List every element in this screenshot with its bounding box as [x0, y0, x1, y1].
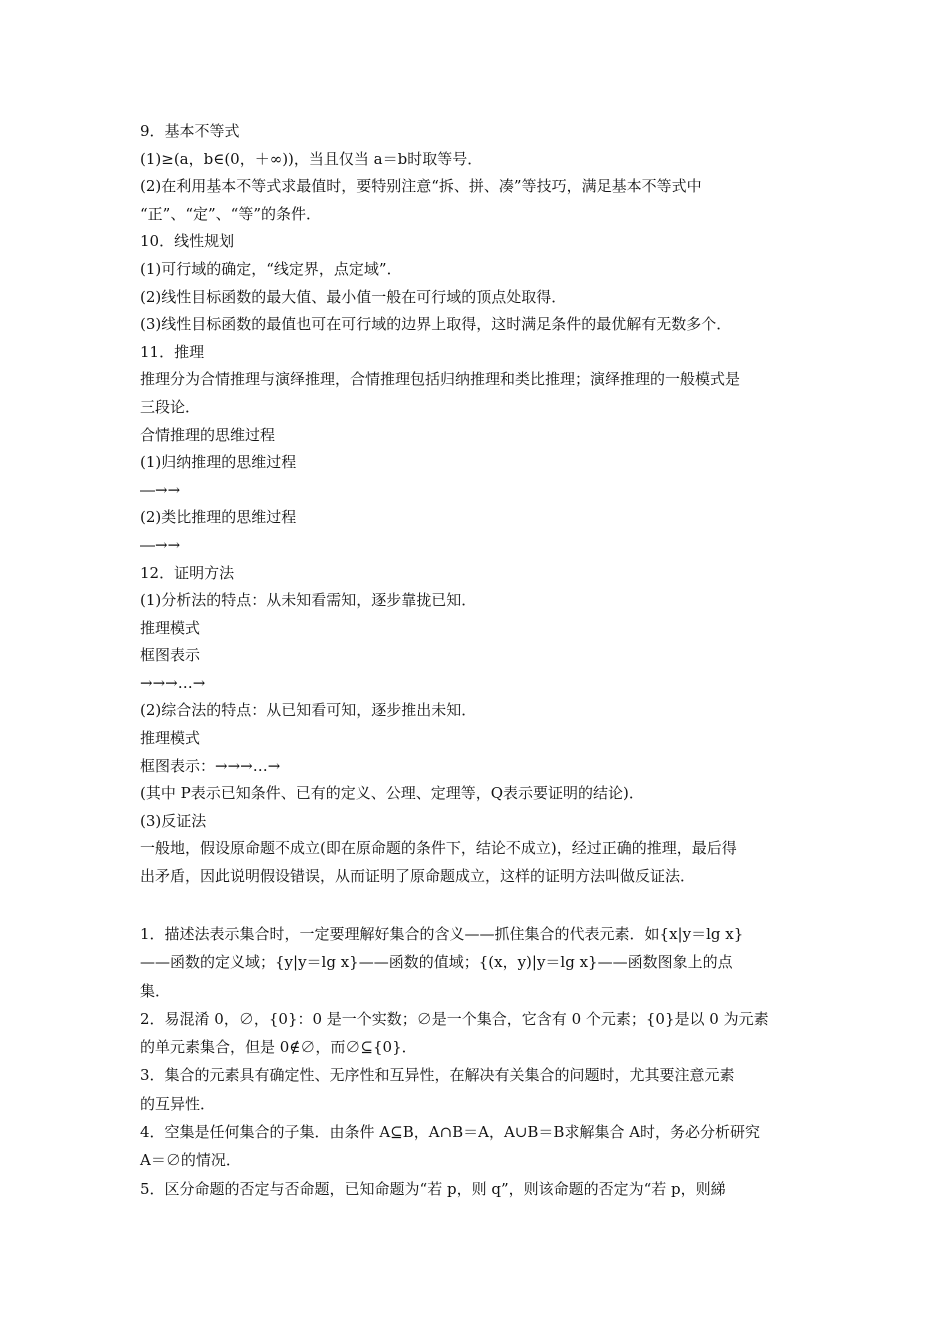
text-line: 的互异性． [140, 1094, 216, 1113]
text-line: (1)归纳推理的思维过程 [140, 453, 297, 472]
text-line: (2)线性目标函数的最大值、最小值一般在可行域的顶点处取得． [140, 287, 567, 306]
text-line: (2)在利用基本不等式求最值时，要特别注意“拆、拼、凑”等技巧，满足基本不等式中 [140, 177, 702, 196]
text-line: 2．易混淆 0，∅，{0}：0 是一个实数；∅是一个集合，它含有 0 个元素；{0}是以 0 为元素 [140, 1009, 769, 1028]
heading-proof-methods: 12．证明方法 [140, 563, 235, 582]
flow-arrows: ―→→ [140, 535, 181, 554]
text-line: 1．描述法表示集合时，一定要理解好集合的含义——抓住集合的代表元素．如{x|y＝lg x} [140, 925, 744, 943]
text-line: (1)分析法的特点：从未知看需知，逐步靠拢已知． [140, 591, 477, 610]
text-line: 推理分为合情推理与演绎推理，合情推理包括归纳推理和类比推理；演绎推理的一般模式是 [140, 370, 741, 389]
text-line: 推理模式 [140, 729, 201, 748]
flow-arrows: →→→…→ [140, 673, 206, 692]
heading-basic-inequality: 9．基本不等式 [140, 122, 240, 140]
text-line: (3)线性目标函数的最值也可在可行域的边界上取得，这时满足条件的最优解有无数多个． [140, 315, 732, 334]
heading-linear-programming: 10．线性规划 [140, 232, 235, 251]
text-line: 3．集合的元素具有确定性、无序性和互异性，在解决有关集合的问题时，尤其要注意元素 [140, 1066, 735, 1085]
text-line: (1)≥(a，b∈(0，＋∞))，当且仅当 a＝b时取等号． [140, 149, 483, 168]
text-line: 出矛盾，因此说明假设错误，从而证明了原命题成立，这样的证明方法叫做反证法． [140, 867, 696, 886]
text-line: 合情推理的思维过程 [140, 425, 276, 444]
text-line: 三段论． [140, 397, 201, 416]
text-line: 框图表示 [140, 646, 201, 665]
text-line: 一般地，假设原命题不成立(即在原命题的条件下，结论不成立)，经过正确的推理，最后得 [140, 839, 737, 858]
text-line: (其中 P表示已知条件、已有的定义、公理、定理等，Q表示要证明的结论)． [140, 784, 644, 803]
flow-arrows: ―→→ [140, 480, 181, 499]
text-line: (2)综合法的特点：从已知看可知，逐步推出未知． [140, 701, 477, 720]
text-line: ——函数的定义域；{y|y＝lg x}——函数的值域；{(x，y)|y＝lg x}——函数图象上的点 [140, 953, 733, 972]
text-line: 推理模式 [140, 618, 201, 637]
text-line: (1)可行域的确定，“线定界，点定域”． [140, 259, 402, 278]
text-line: “正”、“定”、“等”的条件． [140, 204, 322, 223]
text-line: 的单元素集合，但是 0∉∅，而∅⊆{0}． [140, 1038, 417, 1057]
pitfalls-section [140, 920, 812, 1203]
heading-reasoning: 11．推理 [140, 342, 205, 361]
text-line: 4．空集是任何集合的子集．由条件 A⊆B，A∩B＝A，A∪B＝B求解集合 A时，务必分析研究 [140, 1123, 761, 1142]
text-line: 5．区分命题的否定与否命题，已知命题为“若 p，则 q”，则该命题的否定为“若 p，则綈 [140, 1179, 726, 1198]
review-section [140, 118, 812, 891]
text-line: 框图表示：→→→…→ [140, 756, 281, 775]
text-line: A＝∅的情况． [140, 1151, 241, 1170]
text-line: (3)反证法 [140, 811, 207, 830]
text-line: (2)类比推理的思维过程 [140, 508, 297, 527]
text-line: 集． [140, 981, 171, 1000]
